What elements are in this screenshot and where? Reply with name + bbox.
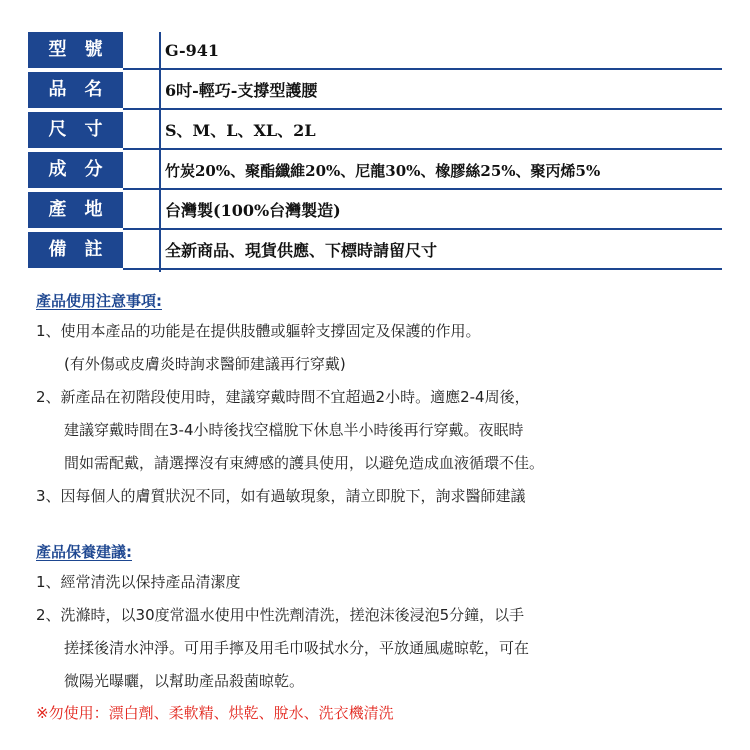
row-separator bbox=[123, 268, 722, 270]
row-separator bbox=[123, 188, 722, 190]
spec-value: 竹炭20%、聚酯纖維20%、尼龍30%、橡膠絲25%、聚丙烯5% bbox=[165, 162, 601, 180]
spec-label: 產地 bbox=[28, 192, 123, 228]
spec-value: G-941 bbox=[165, 41, 219, 60]
row-separator bbox=[123, 108, 722, 110]
usage-line: 建議穿戴時間在3-4小時後找空檔脫下休息半小時後再行穿戴。夜眠時 bbox=[64, 421, 524, 439]
usage-line: 1、使用本產品的功能是在提供肢體或軀幹支撐固定及保護的作用。 bbox=[36, 322, 481, 340]
care-title: 產品保養建議: bbox=[36, 543, 132, 561]
warning-text: ※勿使用：漂白劑、柔軟精、烘乾、脫水、洗衣機清洗 bbox=[36, 704, 394, 722]
care-line: 微陽光曝曬，以幫助產品殺菌晾乾。 bbox=[64, 672, 305, 690]
usage-title: 產品使用注意事項: bbox=[36, 292, 162, 310]
spec-value: S、M、L、XL、2L bbox=[165, 121, 316, 140]
spec-row-origin bbox=[28, 192, 722, 228]
spec-value: 6吋-輕巧-支撐型護腰 bbox=[165, 81, 318, 100]
spec-label: 成分 bbox=[28, 152, 123, 188]
spec-row-model bbox=[28, 32, 722, 68]
spec-row-size bbox=[28, 112, 722, 148]
row-separator bbox=[123, 228, 722, 230]
spec-label: 型號 bbox=[28, 32, 123, 68]
spec-row-notes bbox=[28, 232, 722, 268]
care-line: 搓揉後清水沖淨。可用手擰及用毛巾吸拭水分，平放通風處晾乾，可在 bbox=[64, 639, 530, 657]
usage-line: 間如需配戴，請選擇沒有束縛感的護具使用，以避免造成血液循環不佳。 bbox=[64, 454, 545, 472]
row-separator bbox=[123, 148, 722, 150]
spec-label: 品名 bbox=[28, 72, 123, 108]
care-line: 1、經常清洗以保持產品清潔度 bbox=[36, 573, 241, 591]
spec-value: 台灣製(100%台灣製造) bbox=[165, 201, 341, 220]
spec-label: 尺寸 bbox=[28, 112, 123, 148]
usage-line: 3、因每個人的膚質狀況不同，如有過敏現象，請立即脫下，詢求醫師建議 bbox=[36, 487, 526, 505]
spec-row-name bbox=[28, 72, 722, 108]
usage-line: 2、新產品在初階段使用時，建議穿戴時間不宜超過2小時。適應2-4周後， bbox=[36, 388, 530, 406]
spec-row-material bbox=[28, 152, 722, 188]
spec-value: 全新商品、現貨供應、下標時請留尺寸 bbox=[165, 241, 438, 260]
row-separator bbox=[123, 68, 722, 70]
care-line: 2、洗滌時，以30度常溫水使用中性洗劑清洗，搓泡沫後浸泡5分鐘，以手 bbox=[36, 606, 525, 624]
spec-label: 備註 bbox=[28, 232, 123, 268]
usage-line: (有外傷或皮膚炎時詢求醫師建議再行穿戴) bbox=[64, 355, 346, 373]
